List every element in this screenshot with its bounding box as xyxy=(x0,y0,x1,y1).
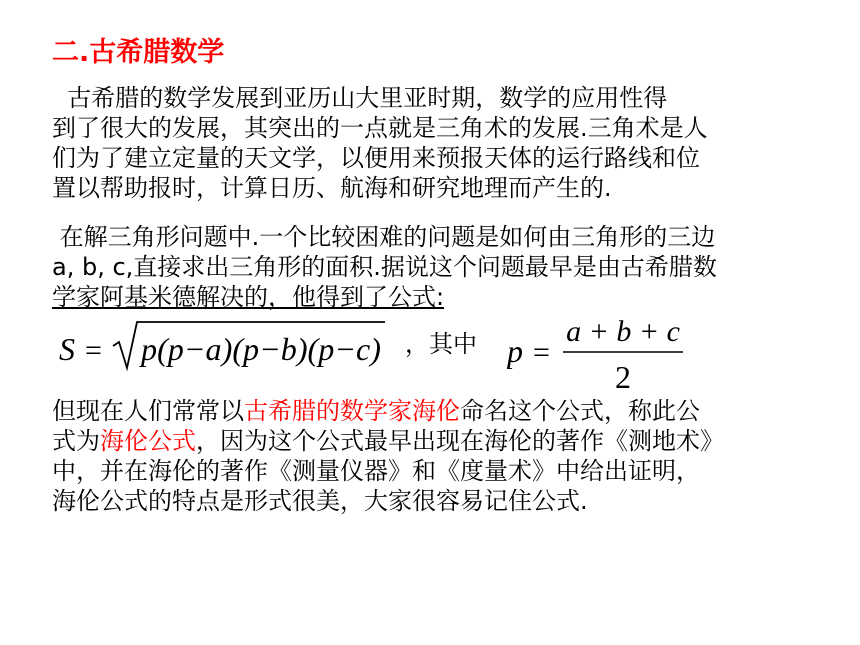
text-line: 们为了建立定量的天文学，以便用来预报天体的运行路线和位 xyxy=(52,144,700,172)
heron-formula xyxy=(55,316,715,394)
formula-equals: = xyxy=(85,334,102,367)
text-line-underlined: 学家阿基米德解决的，他得到了公式: xyxy=(52,283,445,311)
highlight-heron-formula: 海伦公式 xyxy=(100,427,196,455)
text-segment: ，因为这个公式最早出现在海伦的著作《测地术》 xyxy=(196,427,724,455)
p-numerator: a + b + c xyxy=(566,316,680,348)
text-line: 古希腊的数学发展到亚历山大里亚时期，数学的应用性得 xyxy=(52,84,668,112)
text-line: 在解三角形问题中.一个比较困难的问题是如何由三角形的三边 xyxy=(52,223,716,251)
paragraph-heron xyxy=(52,396,852,516)
formula-lhs: S xyxy=(59,331,75,367)
text-segment: 式为 xyxy=(52,427,100,455)
text-line: 到了很大的发展，其突出的一点就是三角术的发展.三角术是人 xyxy=(52,114,708,142)
paragraph-history xyxy=(52,83,852,203)
highlight-heron-name: 古希腊的数学家海伦 xyxy=(244,397,460,425)
semi-perimeter-formula xyxy=(507,316,697,394)
formula-separator: ，其中 xyxy=(405,330,477,358)
text-line: 海伦公式的特点是形式很美，大家很容易记住公式. xyxy=(52,487,588,515)
area-formula xyxy=(55,316,395,394)
text-line xyxy=(52,426,852,456)
text-segment: 命名这个公式，称此公 xyxy=(460,397,700,425)
text-segment: 但现在人们常常以 xyxy=(52,397,244,425)
text-line: 中，并在海伦的著作《测量仪器》和《度量术》中给出证明， xyxy=(52,457,700,485)
section-title: 二.古希腊数学 xyxy=(52,37,225,68)
p-denominator: 2 xyxy=(615,359,631,394)
paragraph-problem xyxy=(52,222,852,312)
text-line xyxy=(52,396,852,426)
p-equals: = xyxy=(533,336,550,369)
text-line: a, b, c,直接求出三角形的面积.据说这个问题最早是由古希腊数 xyxy=(52,253,717,281)
p-lhs: p xyxy=(507,333,523,369)
formula-radicand: p(p−a)(p−b)(p−c) xyxy=(138,331,381,367)
text-line: 置以帮助报时，计算日历、航海和研究地理而产生的. xyxy=(52,174,612,202)
